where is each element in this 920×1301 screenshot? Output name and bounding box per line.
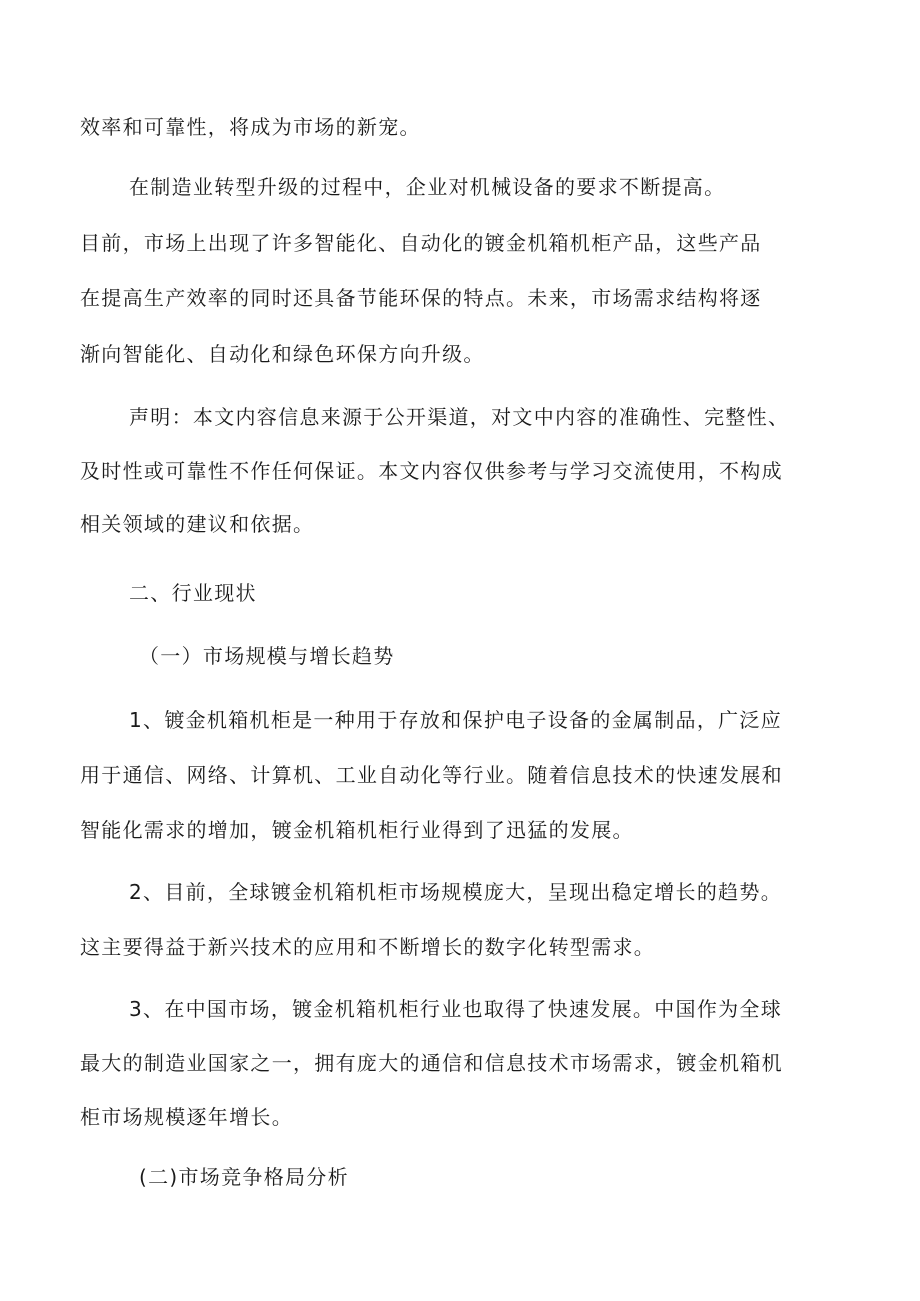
disclaimer-line: 声明：本文内容信息来源于公开渠道，对文中内容的准确性、完整性、	[129, 405, 790, 429]
subsection-heading: (二)市场竞争格局分析	[139, 1165, 349, 1189]
paragraph-line: 目前，市场上出现了许多智能化、自动化的镀金机箱机柜产品，这些产品	[80, 231, 762, 255]
disclaimer-line: 相关领域的建议和依据。	[80, 512, 315, 536]
subsection-heading: （一）市场规模与增长趋势	[139, 644, 395, 668]
list-item-line: 1、镀金机箱机柜是一种用于存放和保护电子设备的金属制品，广泛应	[129, 708, 783, 732]
list-item-line: 最大的制造业国家之一，拥有庞大的通信和信息技术市场需求，镀金机箱机	[80, 1051, 783, 1075]
list-item-line: 这主要得益于新兴技术的应用和不断增长的数字化转型需求。	[80, 935, 656, 959]
list-item-line: 2、目前，全球镀金机箱机柜市场规模庞大，呈现出稳定增长的趋势。	[129, 880, 783, 904]
list-item-line: 柜市场规模逐年增长。	[80, 1105, 293, 1129]
list-item-line: 3、在中国市场，镀金机箱机柜行业也取得了快速发展。中国作为全球	[129, 997, 783, 1021]
paragraph-line: 渐向智能化、自动化和绿色环保方向升级。	[80, 342, 485, 366]
list-item-line: 智能化需求的增加，镀金机箱机柜行业得到了迅猛的发展。	[80, 818, 634, 842]
paragraph-line: 在制造业转型升级的过程中，企业对机械设备的要求不断提高。	[129, 175, 726, 199]
paragraph-line: 在提高生产效率的同时还具备节能环保的特点。未来，市场需求结构将逐	[80, 286, 762, 310]
disclaimer-line: 及时性或可靠性不作任何保证。本文内容仅供参考与学习交流使用，不构成	[80, 459, 783, 483]
paragraph-line: 效率和可靠性，将成为市场的新宠。	[80, 115, 421, 139]
list-item-line: 用于通信、网络、计算机、工业自动化等行业。随着信息技术的快速发展和	[80, 763, 783, 787]
section-heading: 二、行业现状	[129, 581, 257, 605]
